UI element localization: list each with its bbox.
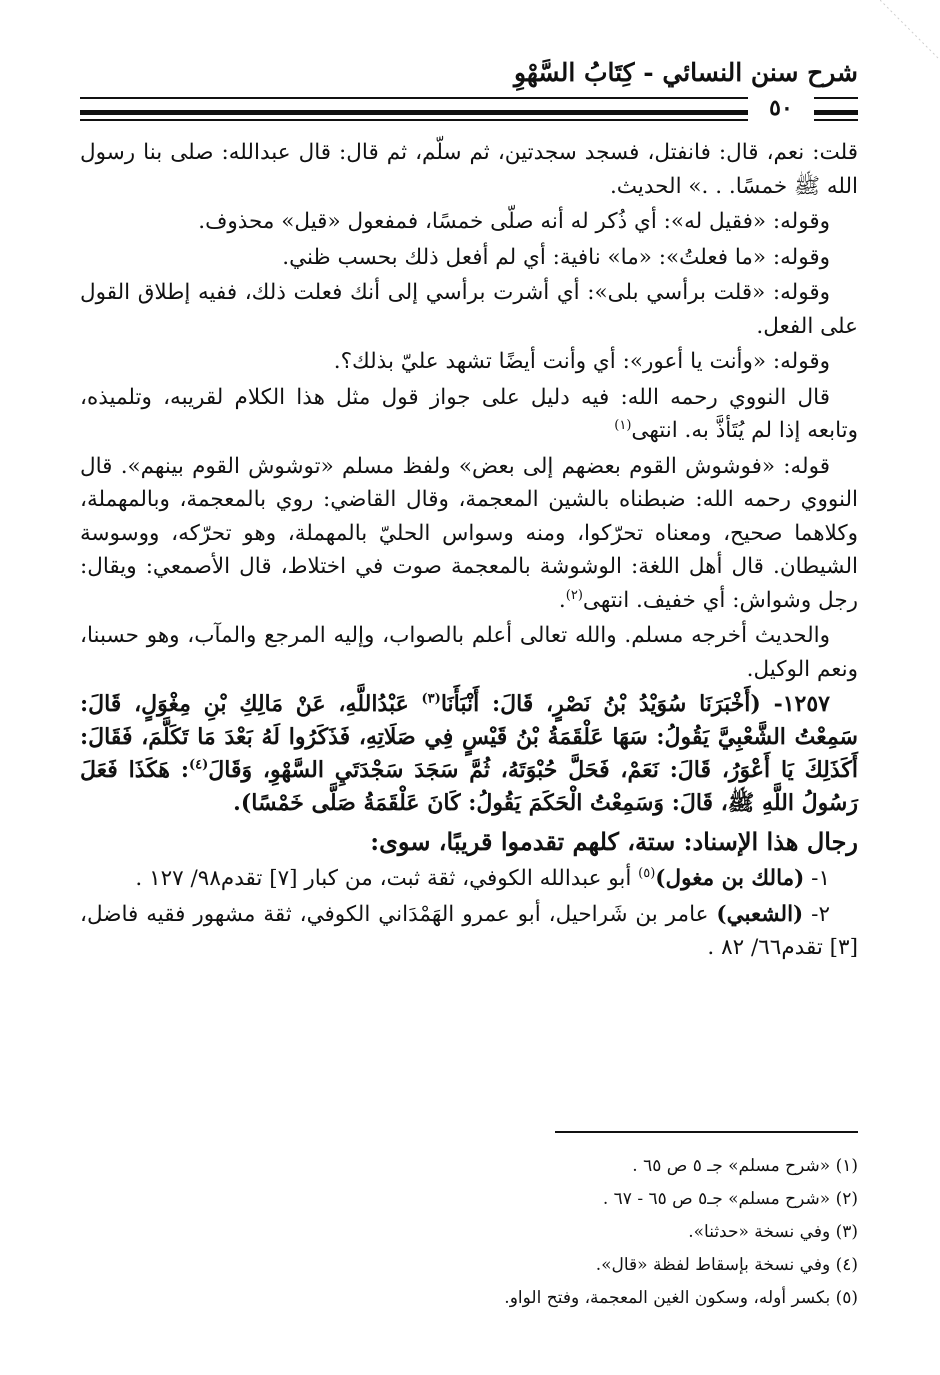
footnote-ref: (٥) [638,865,656,881]
paragraph-text: قال النووي رحمه الله: فيه دليل على جواز قول مثل هذا الكلام لقريبه، وتلميذه، وتابعه إذا لم يُتَأذَّ به. انتهى [80,384,858,443]
narrator-name: (مالك بن مغول) [655,866,805,891]
footnote-ref: (٣) [421,691,441,707]
paragraph [80,381,858,448]
footnote: (٢) «شرح مسلم» جـ٥ ص ٦٥ - ٦٧ . [602,1189,858,1209]
narrator-description: عامر بن شَراحيل، أبو عمرو الهَمْدَاني الكوفي، ثقة مشهور فقيه فاضل، [٣] تقدم٦٦/ ٨٢ . [80,901,858,960]
hadith-text [80,688,858,820]
header-rule-bottom [80,119,858,121]
footnote: (٤) وفي نسخة بإسقاط لفظة «قال». [595,1255,858,1275]
hadith-body: عَبْدُاللَّهِ، عَنْ مَالِكِ بْنِ مِغْوَلٍ، قَالَ: سَمِعْتُ الشَّعْبِيَّ يَقُولُ: سَهَا عَلْقَمَةُ بْنُ قَيْسٍ فِي صَلَاتِهِ، فَذَكَرُوا لَهُ بَعْدَ مَا تَكَلَّمَ، فَقَالَ: أَكَذَلِكَ يَا أَعْوَرُ، قَالَ: نَعَمْ، فَحَلَّ حُبْوَتَهُ، ثُمَّ سَجَدَ سَجْدَتَيِ السَّهْوِ، وَقَالَ [80,691,858,783]
footnote: (٣) وفي نسخة «حدثنا». [688,1222,858,1242]
page-number: ٥٠ [748,88,814,128]
footnote-separator [555,1131,858,1133]
footnote: (١) «شرح مسلم» جـ ٥ ص ٦٥ . [632,1156,858,1176]
header-rule-thick [80,110,858,115]
narrator-entry [80,898,858,965]
paragraph: وقوله: «قلت برأسي بلى»: أي أشرت برأسي إلى أنك فعلت ذلك، ففيه إطلاق القول على الفعل. [80,280,858,339]
narrator-name: (الشعبي) [716,901,804,927]
scan-artifact [880,0,940,60]
header-rule-top [80,97,858,99]
paragraph-end: . [558,587,566,613]
page-header [80,52,858,124]
paragraph [80,450,858,618]
paragraph: والحديث أخرجه مسلم. والله تعالى أعلم بالصواب، وإليه المرجع والمآب، وهو حسبنا، ونعم الوكيل. [80,623,858,682]
narrator-description: أبو عبدالله الكوفي، ثقة ثبت، من كبار [٧] تقدم٩٨/ ١٢٧ . [135,866,632,891]
main-text [80,136,858,967]
paragraph: قلت: نعم، قال: فانفتل، فسجد سجدتين، ثم سلّم، ثم قال: قال عبدالله: صلى بنا رسول الله ﷺ خمسًا. . .» الحديث. [80,140,858,199]
paragraph: وقوله: «فقيل له»: أي ذُكر له أنه صلّى خمسًا، فمفعول «قيل» محذوف. [198,209,830,234]
entry-number: ٢- [811,901,830,927]
paragraph-text: قوله: «فوشوش القوم بعضهم إلى بعض» ولفظ مسلم «توشوش القوم بينهم». قال النووي رحمه الله: ضبطناه بالشين المعجمة، وقال القاضي: روي بالمعجمة، وبالمهملة، وكلاهما صحيح، ومعناه تحرّكوا، ومنه وسواس الحليّ بالمهملة، وهو تحرّكه، ووسوسة الشيطان. قال أهل اللغة: الوشوشة بالمعجمة صوت في اختلاط، قال الأصمعي: ويقال: رجل وشواش: أي خفيف. انتهى [80,453,858,613]
footnote: (٥) بكسر أوله، وسكون الغين المعجمة، وفتح الواو. [504,1288,858,1308]
entry-number: ١- [811,866,830,891]
running-title: شرح سنن النسائي - كِتَابُ السَّهْوِ [513,58,858,87]
paragraph: وقوله: «وأنت يا أعور»: أي وأنت أيضًا تشهد عليّ بذلك؟. [333,349,830,374]
footnote-ref: (١) [614,417,632,433]
paragraph: وقوله: «ما فعلتُ»: «ما» نافية: أي لم أفعل ذلك بحسب ظني. [282,244,830,270]
footnote-ref: (٢) [565,587,583,603]
narrator-entry [80,862,858,896]
section-heading: رجال هذا الإسناد: ستة، كلهم تقدموا قريبًا، سوى: [370,827,858,856]
hadith-end: : هَكَذَا فَعَلَ رَسُولُ اللَّهِ ﷺ، قَالَ: وَسَمِعْتُ الْحَكَمَ يَقُولُ: كَانَ عَلْقَمَةُ صَلَّى خَمْسًا). [80,757,858,816]
footnotes [80,1150,858,1315]
hadith-chain-start: ١٢٥٧- (أَخْبَرَنَا سُوَيْدُ بْنُ نَصْرٍ، قَالَ: أَنْبَأَنَا [440,691,830,717]
footnote-ref: (٤) [188,757,209,773]
